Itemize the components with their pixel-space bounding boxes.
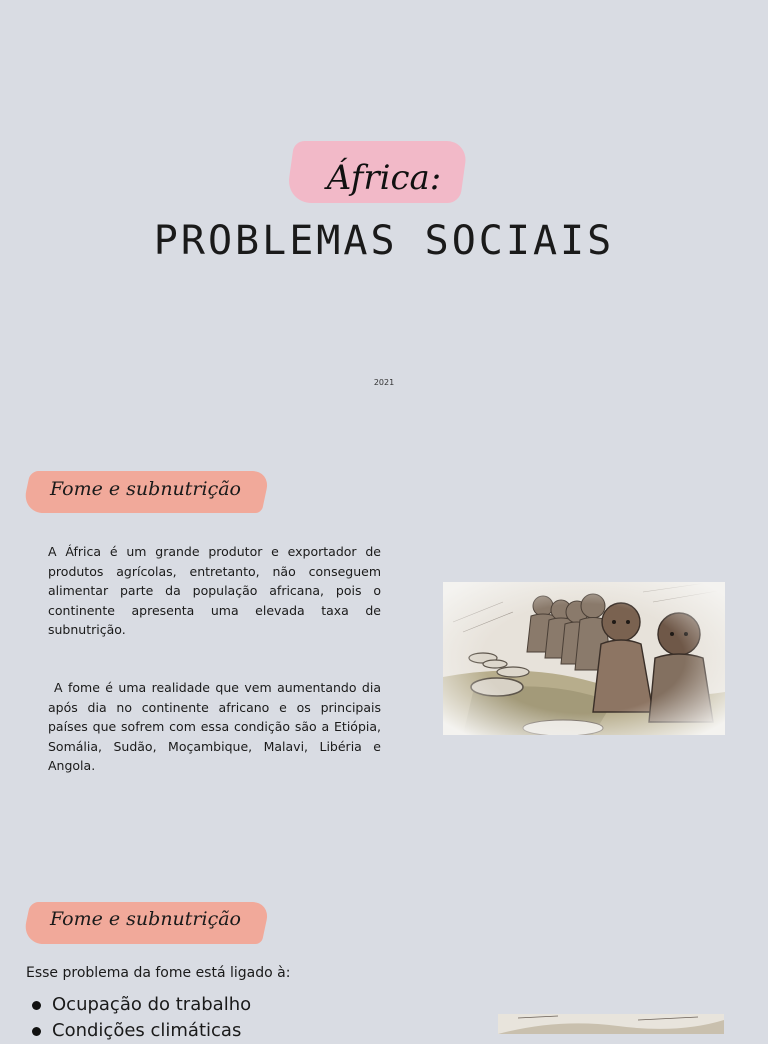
hunger-illustration-icon	[443, 582, 725, 735]
second-illustration-icon	[498, 1014, 724, 1034]
section-1-paragraph-1: A África é um grande produtor e exportador de produtos agrícolas, entretanto, não conseguem alimentar parte da população africana, pois o continente apresenta uma elevada taxa de subnutrição.	[48, 544, 381, 637]
bullet-item: Ocupação do trabalho	[30, 992, 251, 1018]
bullet-item: Condições climáticas	[30, 1018, 251, 1044]
second-illustration	[498, 1014, 724, 1034]
page-subtitle: PROBLEMAS SOCIAIS	[153, 218, 615, 264]
section-1-heading: Fome e subnutrição	[50, 478, 241, 500]
section-1-paragraph-2: A fome é uma realidade que vem aumentando dia após dia no continente africano e os principais países que sofrem com essa condição são a Etiópia, Somália, Sudão, Moçambique, Malavi, Libéria e Angola.	[48, 680, 381, 773]
section-2-intro: Esse problema da fome está ligado à:	[26, 965, 291, 981]
section-2-bullet-list	[30, 992, 251, 1044]
hunger-illustration	[443, 582, 725, 735]
year-label: 2021	[373, 378, 395, 387]
page-title: África:	[326, 158, 442, 198]
section-2-heading: Fome e subnutrição	[50, 908, 241, 930]
